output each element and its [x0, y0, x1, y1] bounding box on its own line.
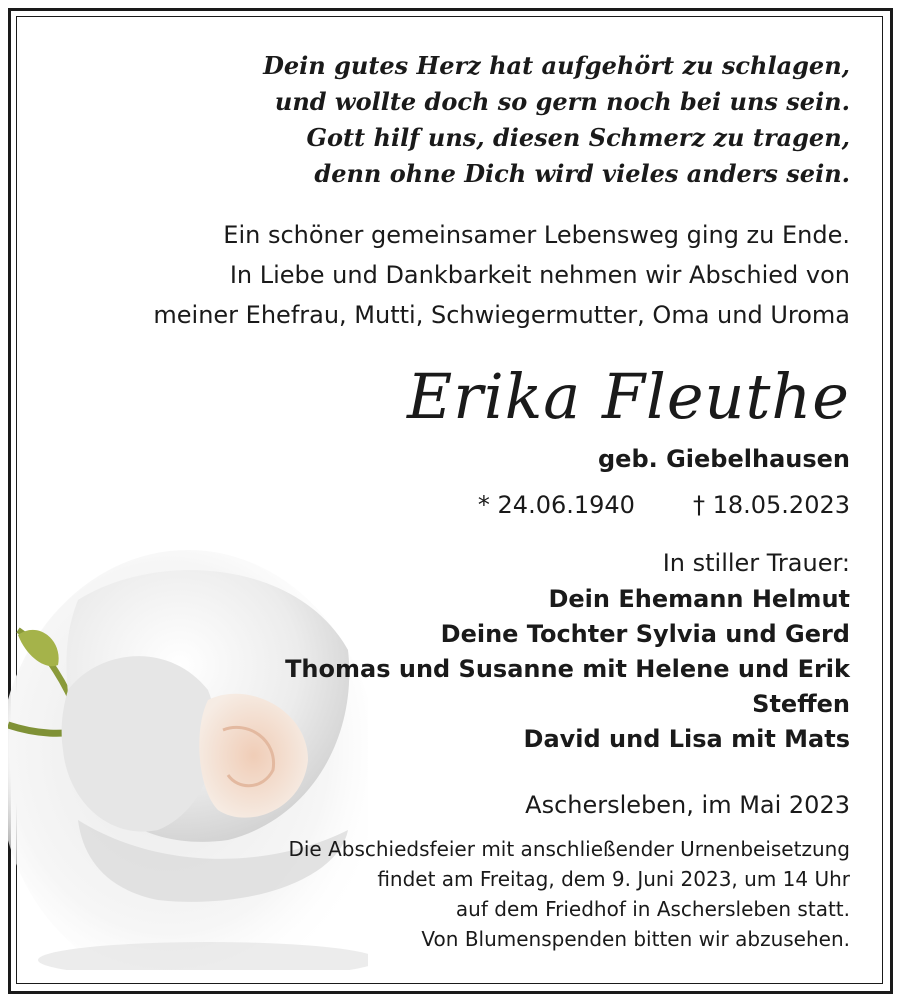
mourner: Deine Tochter Sylvia und Gerd	[440, 620, 850, 648]
funeral-line: auf dem Friedhof in Aschersleben statt.	[455, 897, 850, 921]
birth-date: * 24.06.1940	[477, 491, 635, 519]
mourning-intro: In stiller Trauer:	[662, 549, 850, 577]
deceased-name: Erika Fleuthe	[407, 360, 850, 433]
mourner: Steffen	[752, 690, 850, 718]
poem-line: denn ohne Dich wird vieles anders sein.	[314, 159, 850, 188]
funeral-info	[288, 834, 850, 954]
life-dates	[478, 486, 850, 524]
mourners-list	[285, 582, 850, 757]
funeral-line: findet am Freitag, dem 9. Juni 2023, um 14 Uhr	[377, 867, 850, 891]
poem-line: und wollte doch so gern noch bei uns sein.	[274, 87, 850, 116]
mourner: Thomas und Susanne mit Helene und Erik	[285, 655, 850, 683]
death-date: † 18.05.2023	[692, 491, 850, 519]
mourner: Dein Ehemann Helmut	[548, 585, 850, 613]
intro-line: Ein schöner gemeinsamer Lebensweg ging zu Ende.	[223, 221, 850, 249]
poem-line: Dein gutes Herz hat aufgehört zu schlagen,	[263, 51, 850, 80]
intro-line: meiner Ehefrau, Mutti, Schwiegermutter, Oma und Uroma	[153, 301, 850, 329]
poem	[263, 48, 850, 192]
intro-line: In Liebe und Dankbarkeit nehmen wir Abschied von	[229, 261, 850, 289]
birth-name: geb. Giebelhausen	[597, 445, 850, 473]
place-date: Aschersleben, im Mai 2023	[525, 791, 850, 819]
poem-line: Gott hilf uns, diesen Schmerz zu tragen,	[306, 123, 850, 152]
funeral-line: Die Abschiedsfeier mit anschließender Urnenbeisetzung	[288, 837, 850, 861]
farewell-intro	[153, 215, 850, 335]
mourner: David und Lisa mit Mats	[523, 725, 850, 753]
funeral-line: Von Blumenspenden bitten wir abzusehen.	[421, 927, 850, 951]
